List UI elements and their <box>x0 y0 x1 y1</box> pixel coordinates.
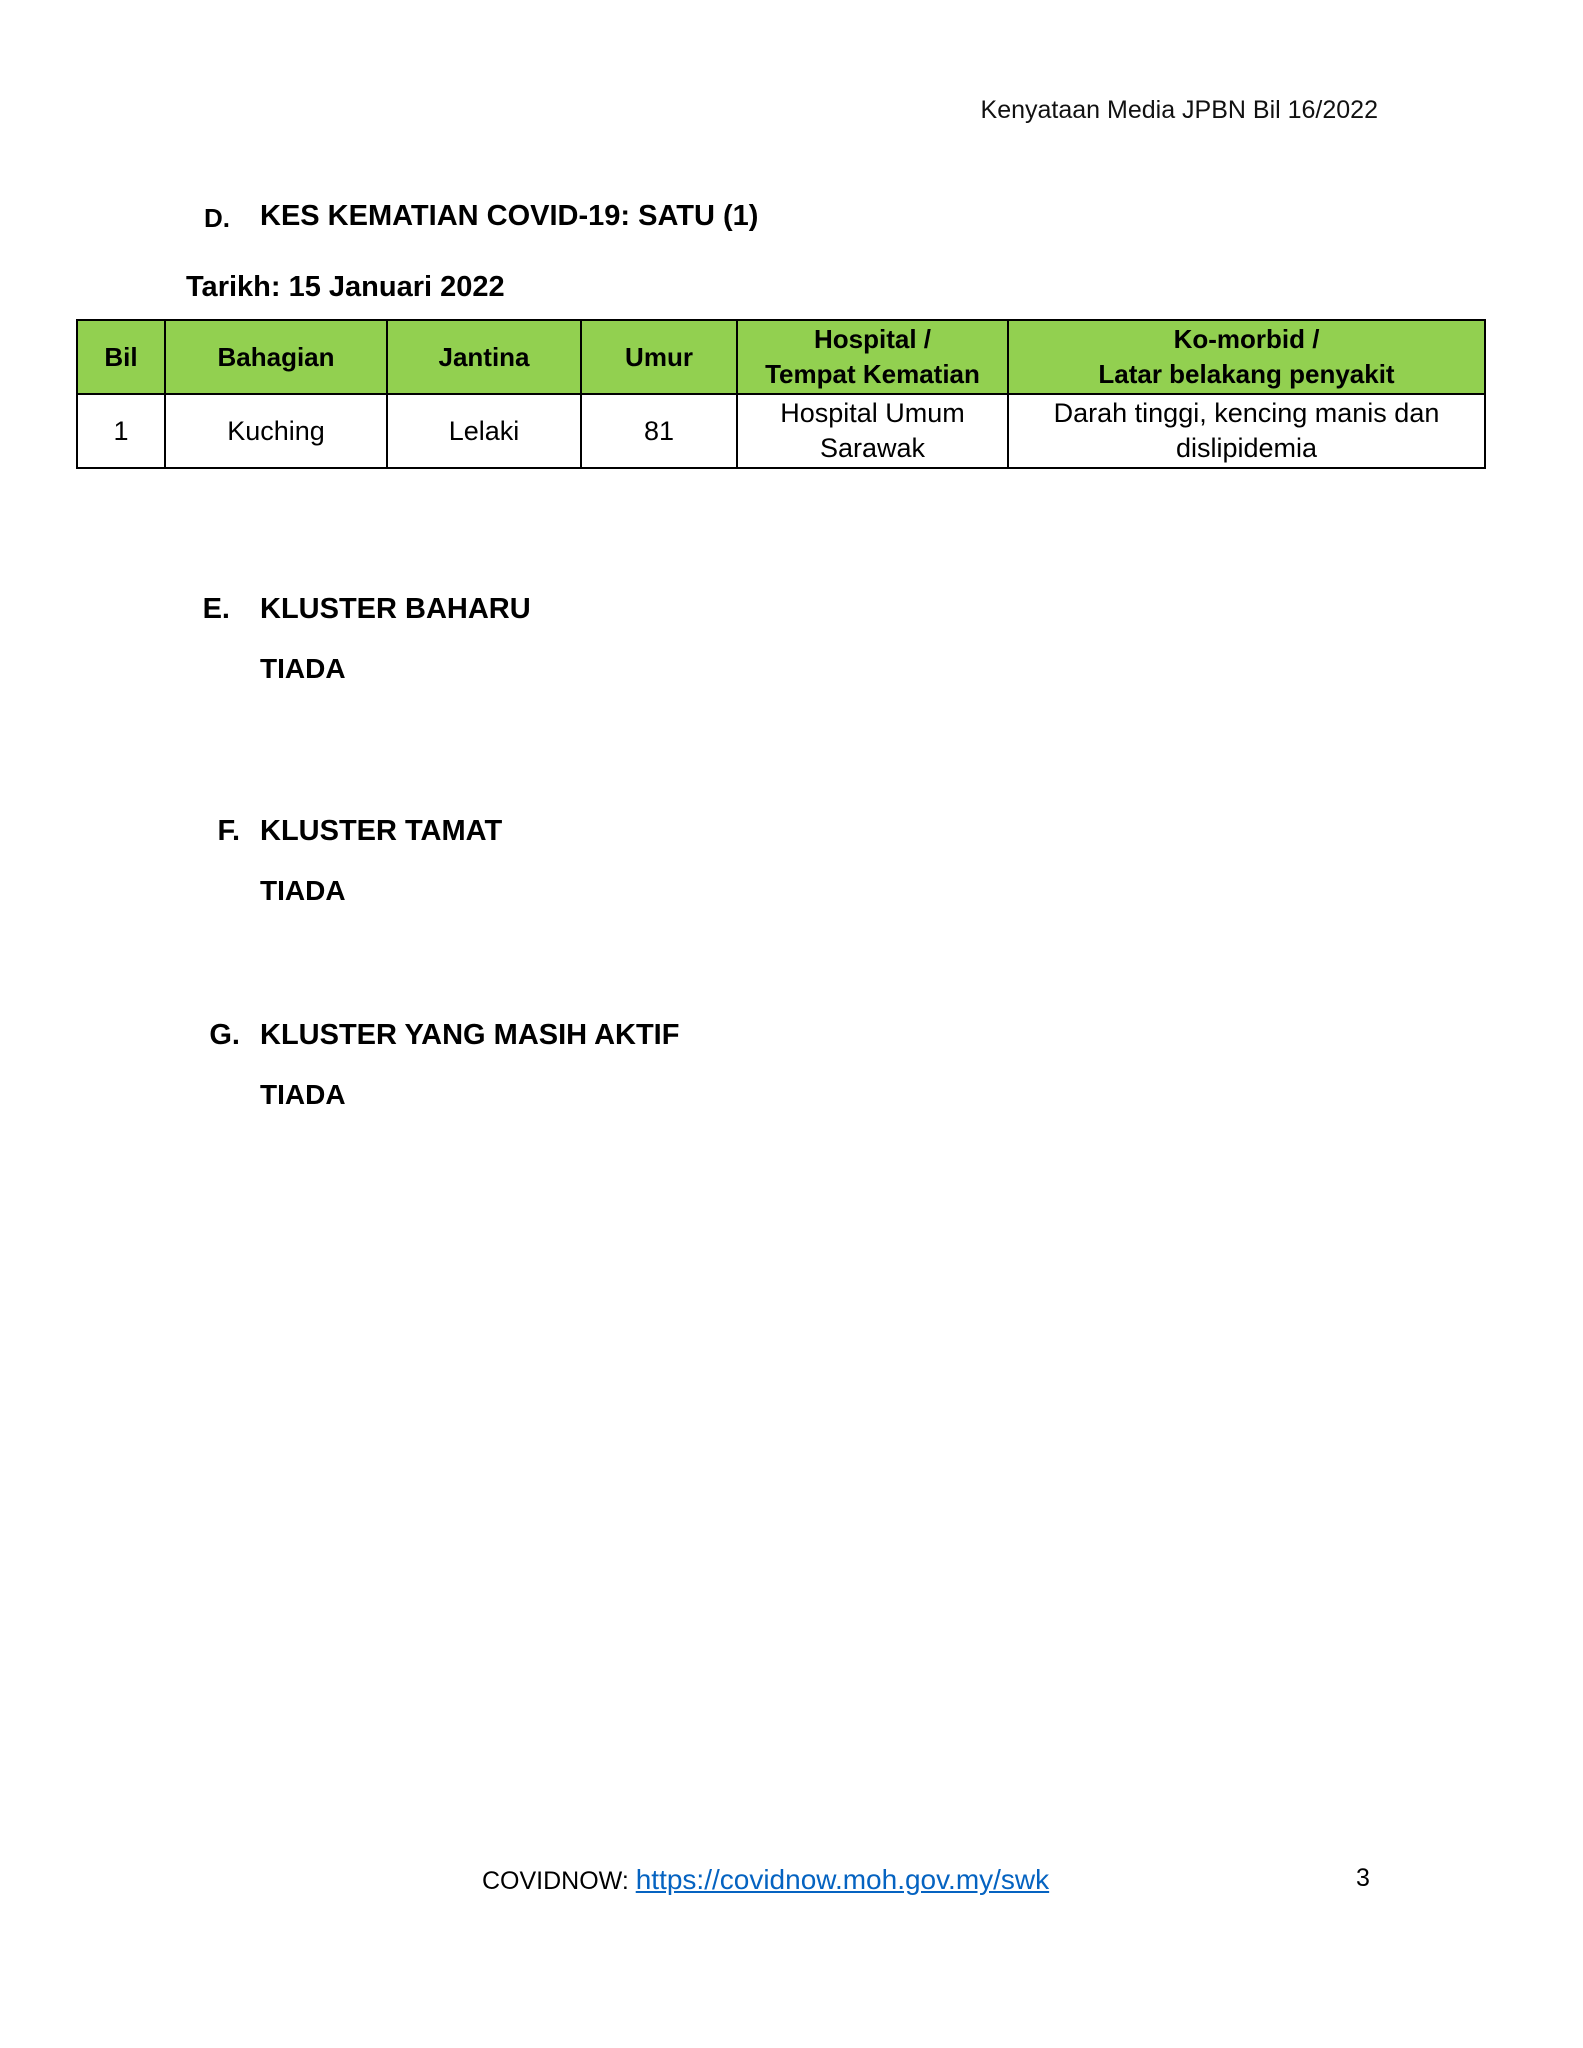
page-number: 3 <box>1356 1864 1370 1892</box>
section-d-letter: D. <box>204 203 230 233</box>
cell-umur: 81 <box>581 394 737 468</box>
death-cases-table <box>76 319 1486 469</box>
covidnow-link[interactable]: https://covidnow.moh.gov.my/swk <box>635 1864 1050 1895</box>
header-bil: Bil <box>77 320 165 394</box>
section-g-value: TIADA <box>260 1079 346 1110</box>
cell-hospital-line2: Sarawak <box>819 433 926 463</box>
date-label: Tarikh: 15 Januari 2022 <box>186 271 505 303</box>
cell-komorbid <box>1008 394 1485 468</box>
header-hospital <box>737 320 1008 394</box>
header-hospital-line1: Hospital / <box>813 324 931 354</box>
section-f-title: KLUSTER TAMAT <box>260 815 503 847</box>
section-e-value: TIADA <box>260 653 346 684</box>
footer-label: COVIDNOW: <box>482 1867 636 1895</box>
table-row <box>77 394 1485 468</box>
table-header-row <box>77 320 1485 394</box>
cell-bahagian: Kuching <box>165 394 387 468</box>
header-komorbid-line2: Latar belakang penyakit <box>1098 359 1395 389</box>
cell-komorbid-line1: Darah tinggi, kencing manis dan <box>1053 398 1440 428</box>
section-e-letter: E. <box>202 593 230 625</box>
header-hospital-line2: Tempat Kematian <box>765 359 980 389</box>
document-reference: Kenyataan Media JPBN Bil 16/2022 <box>980 96 1378 124</box>
section-d-title: KES KEMATIAN COVID-19: SATU (1) <box>260 200 759 232</box>
section-f-value: TIADA <box>260 875 346 906</box>
cell-komorbid-line2: dislipidemia <box>1175 433 1318 463</box>
section-e-title: KLUSTER BAHARU <box>260 593 531 625</box>
cell-hospital-line1: Hospital Umum <box>780 398 965 428</box>
header-komorbid <box>1008 320 1485 394</box>
header-bahagian: Bahagian <box>165 320 387 394</box>
header-komorbid-line1: Ko-morbid / <box>1173 324 1320 354</box>
section-g-title: KLUSTER YANG MASIH AKTIF <box>260 1019 680 1051</box>
header-jantina: Jantina <box>387 320 581 394</box>
footer <box>482 1864 1049 1896</box>
cell-jantina: Lelaki <box>387 394 581 468</box>
cell-hospital <box>737 394 1008 468</box>
section-f-letter: F. <box>217 815 240 847</box>
header-umur: Umur <box>581 320 737 394</box>
section-g-letter: G. <box>209 1019 240 1051</box>
cell-bil: 1 <box>77 394 165 468</box>
